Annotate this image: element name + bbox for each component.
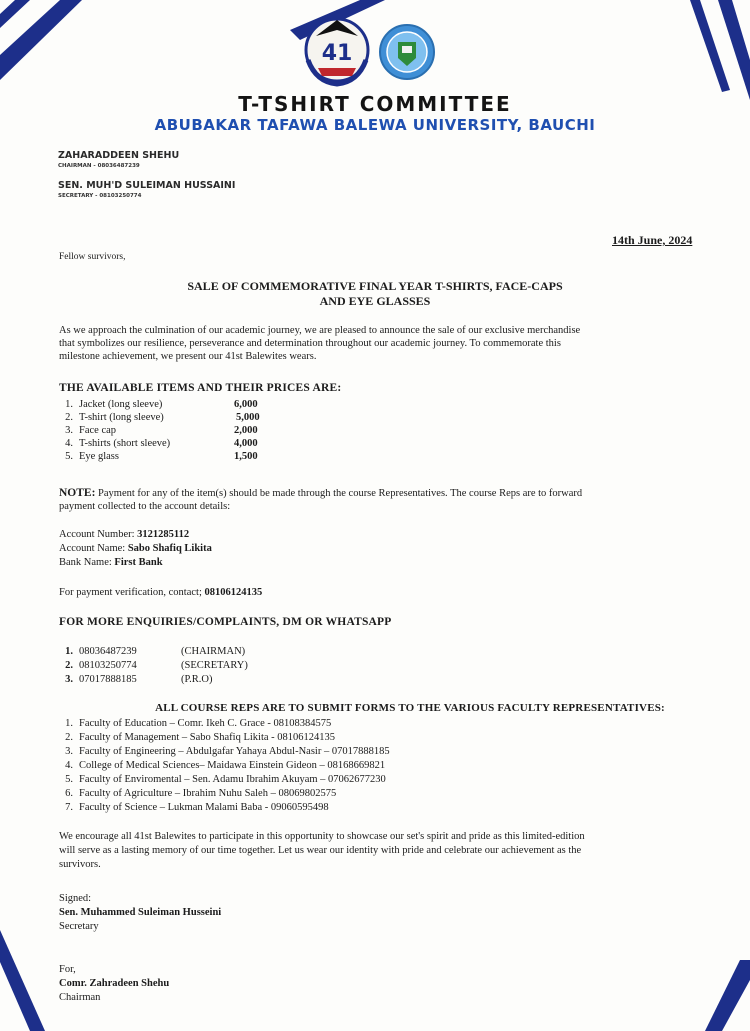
price-item: 4. T-shirts (short sleeve) 4,000 [65,438,258,449]
payment-verification: For payment verification, contact; 08106124135 [59,587,263,598]
faculty-rep: 4. College of Medical Sciences– Maidawa Einstein Gideon – 08168669821 [65,760,386,771]
committee-logo [296,8,378,88]
price-item: 5. Eye glass 1,500 [65,451,258,462]
signed-label: Signed: [59,893,92,904]
subject-line-2: AND EYE GLASSES [319,294,431,308]
price-item: 3. Face cap 2,000 [65,425,258,436]
reps-heading: ALL COURSE REPS ARE TO SUBMIT FORMS TO THE VARIOUS FACULTY REPRESENTATIVES: [155,702,665,714]
items-heading: THE AVAILABLE ITEMS AND THEIR PRICES ARE: [59,382,342,394]
letter-date: 14th June, 2024 [612,233,693,247]
intro-line: milestone achievement, we present our 41st Balewites wears. [59,351,317,362]
intro-line: that symbolizes our resilience, perseverance and determination throughout our academic journey. To commemorate this [59,338,561,349]
university-name: ABUBAKAR TAFAWA BALEWA UNIVERSITY, BAUCHI [154,116,596,134]
chairman-signature-name: Comr. Zahradeen Shehu [59,978,170,989]
intro-line: As we approach the culmination of our academic journey, we are pleased to announce the sale of our exclusive merchandise [59,325,581,336]
enquiries-heading: FOR MORE ENQUIRIES/COMPLAINTS, DM OR WHATSAPP [59,616,392,628]
price-item: 1. Jacket (long sleeve) 6,000 [65,399,258,410]
for-label: For, [59,964,76,975]
salutation: Fellow survivors, [59,252,126,262]
contact-item: 2. 08103250774 (SECRETARY) [65,660,248,671]
closing-line: We encourage all 41st Balewites to participate in this opportunity to showcase our set's spirit and pride as this limited-edition [59,831,585,842]
secretary-contact: SECRETARY - 08103250774 [58,193,142,199]
chairman-name: ZAHARADDEEN SHEHU [58,150,180,161]
closing-line: will serve as a lasting memory of our time together. Let us wear our identity with pride and celebrate our achievement as the [59,845,582,856]
faculty-rep: 1. Faculty of Education – Comr. Ikeh C. Grace - 08108384575 [65,718,332,729]
contact-item: 1. 08036487239 (CHAIRMAN) [65,646,246,657]
payment-note-line2: payment collected to the account details: [59,501,231,512]
payment-note: NOTE: Payment for any of the item(s) should be made through the course Representatives. The course Reps are to forward [59,487,583,499]
university-logo [377,18,437,88]
secretary-signature-title: Secretary [59,921,99,932]
chairman-contact: CHAIRMAN - 08036487239 [58,163,140,169]
committee-title: T-TSHIRT COMMITTEE [238,92,512,116]
account-number: Account Number: 3121285112 [59,529,190,540]
contact-item: 3. 07017888185 (P.R.O) [65,674,213,685]
secretary-name: SEN. MUH'D SULEIMAN HUSSAINI [58,180,236,191]
faculty-rep: 3. Faculty of Engineering – Abdulgafar Yahaya Abdul-Nasir – 07017888185 [65,746,390,757]
closing-line: survivors. [59,859,101,870]
faculty-rep: 7. Faculty of Science – Lukman Malami Baba - 09060595498 [65,802,329,813]
faculty-rep: 2. Faculty of Management – Sabo Shafiq Likita - 08106124135 [65,732,336,743]
subject-line-1: SALE OF COMMEMORATIVE FINAL YEAR T-SHIRTS, FACE-CAPS [187,279,563,293]
account-name: Account Name: Sabo Shafiq Likita [59,543,212,554]
secretary-signature-name: Sen. Muhammed Suleiman Husseini [59,907,222,918]
chairman-signature-title: Chairman [59,992,101,1003]
faculty-rep: 6. Faculty of Agriculture – Ibrahim Nuhu Saleh – 08069802575 [65,788,337,799]
bank-name: Bank Name: First Bank [59,557,163,568]
price-item: 2. T-shirt (long sleeve) 5,000 [65,412,260,423]
svg-text:41: 41 [321,41,353,66]
faculty-rep: 5. Faculty of Enviromental – Sen. Adamu Ibrahim Akuyam – 07062677230 [65,774,386,785]
